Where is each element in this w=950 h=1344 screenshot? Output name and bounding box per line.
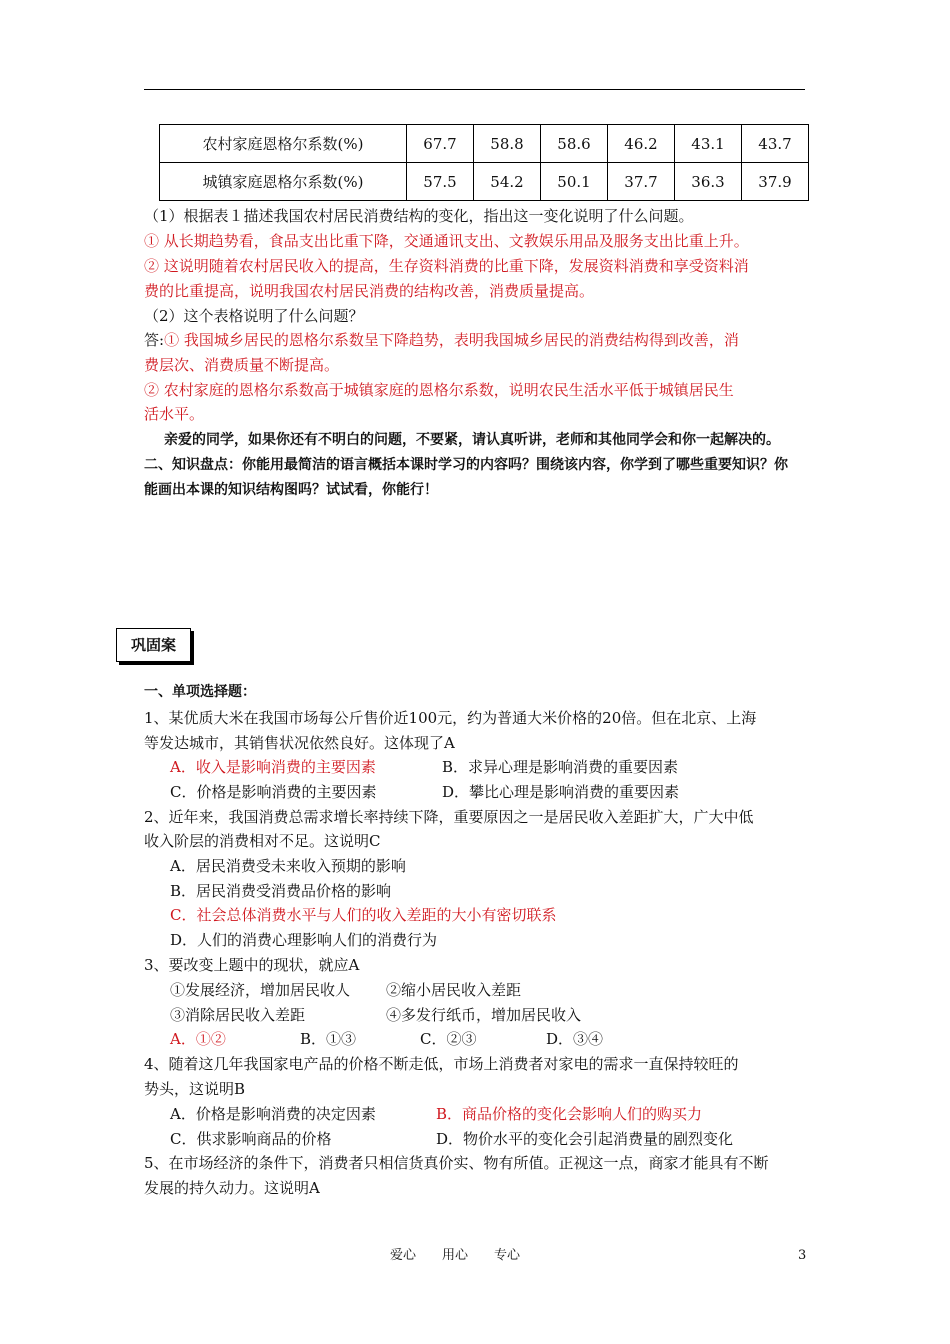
option-d: D．人们的消费心理影响人们的消费行为 [170, 931, 438, 949]
footer-motto: 爱心 用心 专心 [390, 1248, 521, 1263]
answer-2-point-2-cont: 活水平。 [144, 405, 205, 423]
question-text: 4、随着这几年我国家电产品的价格不断走低，市场上消费者对家电的需求一直保持较旺的 [144, 1055, 739, 1073]
option-b: B．①③ [300, 1030, 357, 1048]
table-cell: 58.8 [474, 125, 541, 163]
answer-1-point-2: ② 这说明随着农村居民收入的提高，生存资料消费的比重下降，发展资料消费和享受资料消 [144, 257, 749, 275]
table-row [160, 125, 809, 163]
answer-1-point-1: ① 从长期趋势看，食品支出比重下降，交通通讯支出、文教娱乐用品及服务支出比重上升。 [144, 232, 749, 250]
option-d: D．③④ [546, 1030, 604, 1048]
table-cell: 43.7 [742, 125, 809, 163]
option-a: A．收入是影响消费的主要因素 [170, 758, 376, 776]
question-text: 2、近年来，我国消费总需求增长率持续下降，重要原因之一是居民收入差距扩大，广大中低 [144, 808, 754, 826]
table-cell: 37.7 [608, 163, 675, 201]
table-cell: 58.6 [541, 125, 608, 163]
knowledge-review-line-2: 能画出本课的知识结构图吗？试试看，你能行！ [144, 482, 438, 498]
option-a: A．①② [170, 1030, 226, 1048]
engel-coefficient-table [159, 124, 809, 201]
consolidate-label: 巩固案 [116, 628, 191, 662]
option-d: D．物价水平的变化会引起消费量的剧烈变化 [436, 1130, 734, 1148]
question-text: 收入阶层的消费相对不足。这说明C [144, 832, 381, 850]
question-1: （1）根据表１描述我国农村居民消费结构的变化，指出这一变化说明了什么问题。 [144, 207, 694, 225]
answer-prefix: 答: [144, 331, 165, 349]
table-cell: 50.1 [541, 163, 608, 201]
option-a: A．居民消费受未来收入预期的影响 [170, 857, 406, 875]
option-d: D．攀比心理是影响消费的重要因素 [442, 783, 680, 801]
statement-4: ④多发行纸币，增加居民收入 [386, 1006, 582, 1024]
table-cell: 67.7 [407, 125, 474, 163]
row-label: 农村家庭恩格尔系数(%) [160, 125, 407, 163]
table-cell: 57.5 [407, 163, 474, 201]
question-text: 3、要改变上题中的现状，就应A [144, 956, 360, 974]
table-cell: 46.2 [608, 125, 675, 163]
option-c: C．价格是影响消费的主要因素 [170, 783, 377, 801]
table-cell: 54.2 [474, 163, 541, 201]
answer-2-point-1 [144, 328, 739, 352]
statement-3: ③消除居民收入差距 [170, 1006, 306, 1024]
option-a: A．价格是影响消费的决定因素 [170, 1105, 376, 1123]
question-text: 等发达城市，其销售状况依然良好。这体现了A [144, 734, 455, 752]
table-cell: 43.1 [675, 125, 742, 163]
answer-1-point-2-cont: 费的比重提高，说明我国农村居民消费的结构改善，消费质量提高。 [144, 282, 595, 300]
question-text: 1、某优质大米在我国市场每公斤售价近100元，约为普通大米价格的20倍。但在北京、上海 [144, 709, 757, 727]
page-number: 3 [798, 1248, 807, 1263]
answer-2-point-1-text: ① 我国城乡居民的恩格尔系数呈下降趋势，表明我国城乡居民的消费结构得到改善，消 [164, 331, 739, 349]
table-cell: 36.3 [675, 163, 742, 201]
statement-1: ①发展经济，增加居民收人 [170, 981, 351, 999]
answer-2-point-2: ② 农村家庭的恩格尔系数高于城镇家庭的恩格尔系数，说明农民生活水平低于城镇居民生 [144, 381, 734, 399]
question-text: 发展的持久动力。这说明A [144, 1179, 320, 1197]
table-row [160, 163, 809, 201]
question-text: 势头，这说明B [144, 1080, 246, 1098]
table-cell: 37.9 [742, 163, 809, 201]
option-b: B．求异心理是影响消费的重要因素 [442, 758, 679, 776]
option-c: C．②③ [420, 1030, 477, 1048]
row-label: 城镇家庭恩格尔系数(%) [160, 163, 407, 201]
option-b: B．商品价格的变化会影响人们的购买力 [436, 1105, 703, 1123]
question-2: （2）这个表格说明了什么问题？ [144, 307, 364, 325]
option-c: C．供求影响商品的价格 [170, 1130, 332, 1148]
encouragement-note: 亲爱的同学，如果你还有不明白的问题，不要紧，请认真听讲，老师和其他同学会和你一起解决的。 [164, 432, 780, 448]
option-b: B．居民消费受消费品价格的影响 [170, 882, 392, 900]
header-rule [144, 89, 805, 90]
knowledge-review-line-1: 二、知识盘点：你能用最简洁的语言概括本课时学习的内容吗？围绕该内容，你学到了哪些重要知识？你 [144, 457, 788, 473]
question-text: 5、在市场经济的条件下，消费者只相信货真价实、物有所值。正视这一点，商家才能具有不断 [144, 1154, 769, 1172]
answer-2-point-1-cont: 费层次、消费质量不断提高。 [144, 356, 340, 374]
option-c: C．社会总体消费水平与人们的收入差距的大小有密切联系 [170, 906, 557, 924]
statement-2: ②缩小居民收入差距 [386, 981, 522, 999]
section-title: 一、单项选择题： [144, 684, 256, 700]
